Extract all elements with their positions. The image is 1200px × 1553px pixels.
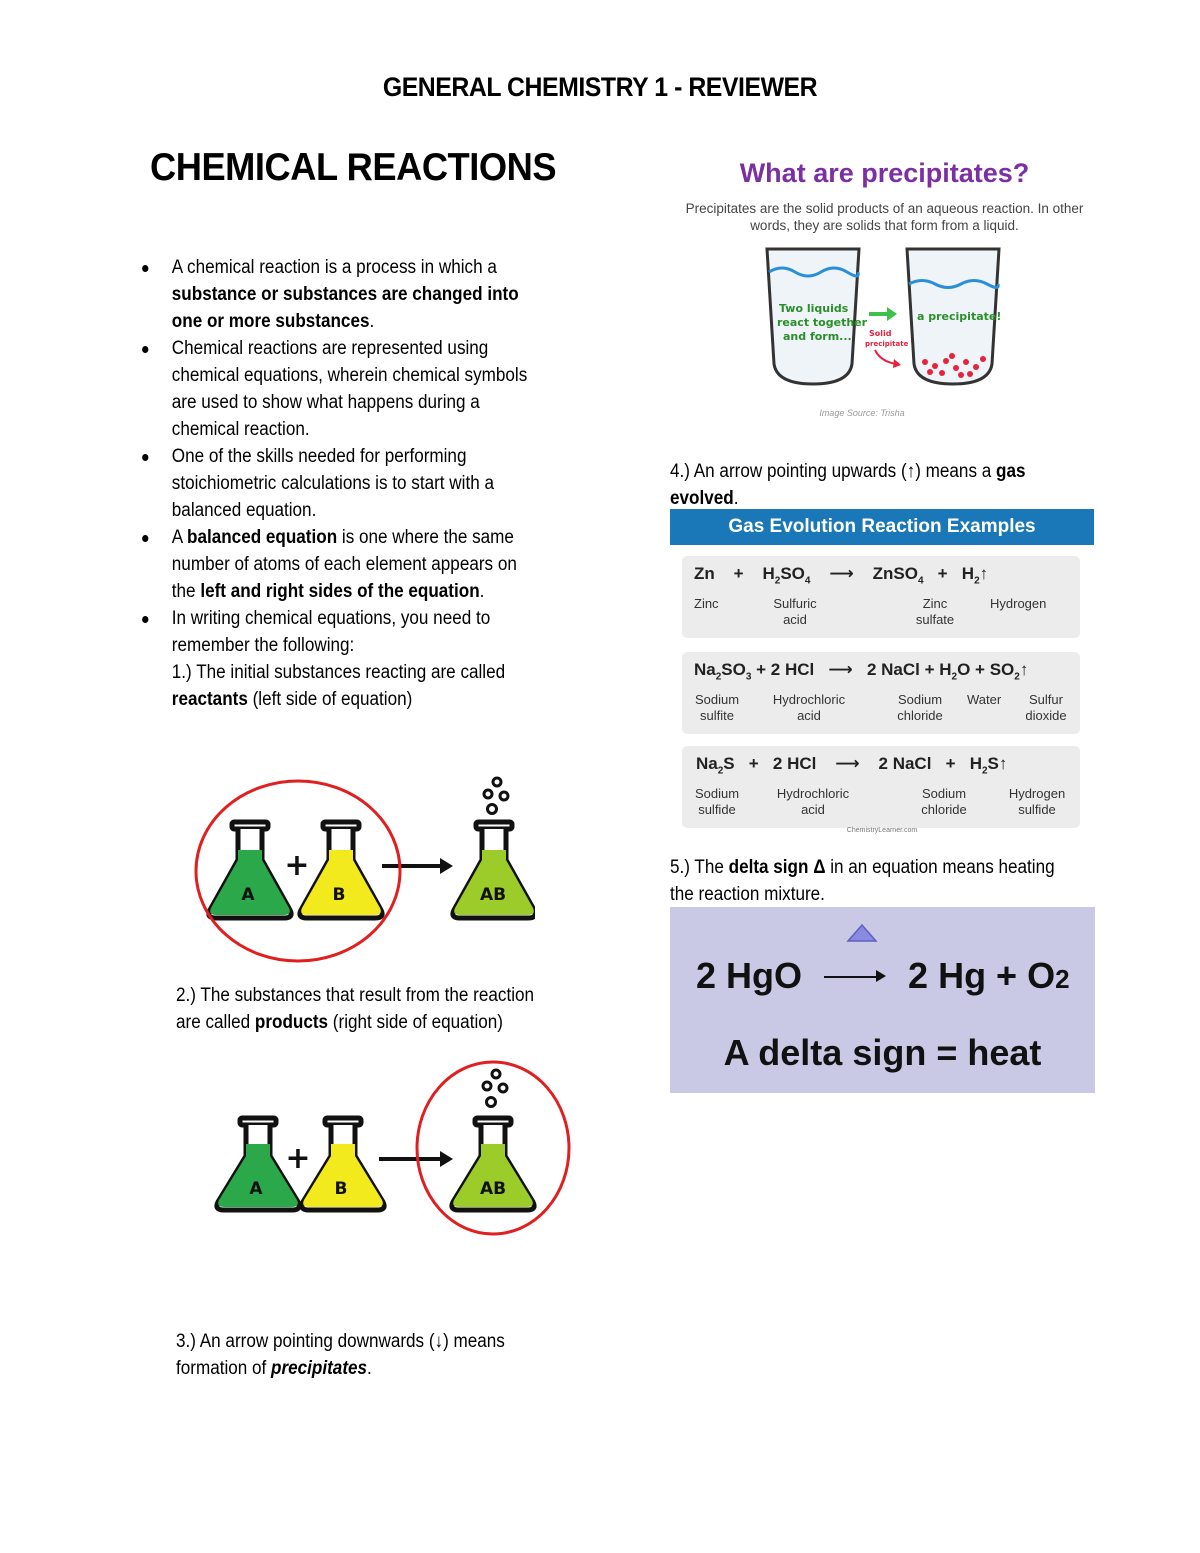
- flask-b-label: B: [334, 1179, 348, 1199]
- flask-ab-label: AB: [479, 885, 507, 905]
- list-item: In writing chemical equations, you need to remember the following: 1.) The initial substances reacting are called reactants (left side of equation): [134, 605, 535, 713]
- list-item: One of the skills needed for performing stoichiometric calculations is to start with a balanced equation.: [134, 443, 535, 524]
- equation: $Na_2S + 2$ HCl ⟶ 2 NaCl + $H_2S↑$: [696, 754, 1008, 777]
- delta-panel: [670, 907, 1095, 1093]
- precipitates-title: What are precipitates?: [739, 158, 1030, 188]
- flask-a-label: A: [249, 1179, 263, 1199]
- svg-text:and form...: and form...: [783, 330, 852, 343]
- table-row: $Na_2SO_3 + 2$ HCl ⟶ 2 NaCl + $H_2O$ + $SO_2↑$ Sodium sulfite Hydrochloric acid Sodium chloride Water Sulfur dioxide: [682, 652, 1080, 734]
- flask-b-icon: [302, 1118, 384, 1210]
- bullet-icon: [142, 346, 148, 353]
- green-arrow-icon: [869, 307, 897, 321]
- delta-equation: 2 HgO 2 Hg + O2: [696, 955, 1070, 996]
- flask-a-icon: [209, 822, 291, 918]
- table-row: Zn + $H_2SO_4$ ⟶ ZnSO$_4$ + $H_2↑$ Zinc Sulfuric acid Zinc sulfate Hydrogen: [682, 556, 1080, 638]
- products-diagram: [212, 1060, 572, 1240]
- delta-triangle-icon: [846, 923, 878, 943]
- flask-ab-label: AB: [479, 1179, 507, 1199]
- bullet-icon: [142, 616, 148, 623]
- plus-sign: +: [285, 1141, 311, 1176]
- document-title: GENERAL CHEMISTRY 1 - REVIEWER: [382, 72, 818, 102]
- svg-text:react together: react together: [777, 316, 868, 329]
- flask-ab-icon: [453, 778, 535, 918]
- table-row: $Na_2S + 2$ HCl ⟶ 2 NaCl + $H_2S↑$ Sodium sulfide Hydrochloric acid Sodium chloride Hydrogen sulfide: [682, 746, 1080, 828]
- flask-ab-icon: [452, 1070, 534, 1210]
- flask-b-label: B: [332, 885, 346, 905]
- bullet-list: [134, 254, 535, 713]
- glasses-illustration: [757, 244, 1017, 394]
- svg-text:precipitate: precipitate: [865, 340, 909, 348]
- note-delta: 5.) The delta sign Δ in an equation means heating the reaction mixture.: [670, 857, 1055, 905]
- left-glass-label: Two liquids: [779, 302, 849, 315]
- list-item: Chemical reactions are represented using chemical equations, wherein chemical symbols are used to show what happens during a chemical reaction.: [134, 335, 535, 443]
- plus-sign: +: [284, 848, 310, 883]
- list-item: A chemical reaction is a process in which a substance or substances are changed into one or more substances.: [134, 254, 535, 335]
- right-glass-label: a precipitate!: [917, 310, 1002, 323]
- svg-text:Solid: Solid: [869, 329, 892, 338]
- equation: $Na_2SO_3 + 2$ HCl ⟶ 2 NaCl + $H_2O$ + $SO_2↑$: [694, 660, 1029, 683]
- table-header: Gas Evolution Reaction Examples: [670, 509, 1094, 545]
- bullet-icon: [142, 535, 148, 542]
- gas-evolution-table: [670, 509, 1094, 839]
- note-gas: 4.) An arrow pointing upwards (↑) means a gas evolved.: [670, 461, 1026, 509]
- precipitates-figure: [672, 150, 1097, 430]
- bullet-icon: [142, 454, 148, 461]
- equation: Zn + $H_2SO_4$ ⟶ ZnSO$_4$ + $H_2↑$: [694, 564, 989, 587]
- arrow-icon: [382, 858, 453, 874]
- delta-caption: A delta sign = heat: [723, 1032, 1042, 1073]
- image-credit: ChemistryLearner.com: [846, 827, 918, 834]
- note-products: 2.) The substances that result from the reaction are called products (right side of equation): [176, 985, 535, 1033]
- list-item: A balanced equation is one where the same number of atoms of each element appears on the left and right sides of the equation.: [134, 524, 535, 605]
- precipitates-description: Precipitates are the solid products of an aqueous reaction. In other words, they are solids that form from a liquid.: [685, 201, 1084, 233]
- note-precipitates: 3.) An arrow pointing downwards (↓) means formation of precipitates.: [176, 1331, 505, 1379]
- flask-b-icon: [300, 822, 382, 918]
- reactants-diagram: [190, 770, 535, 980]
- section-heading: CHEMICAL REACTIONS: [150, 146, 557, 189]
- image-source: Image Source: Trisha: [819, 408, 905, 418]
- bullet-icon: [142, 265, 148, 272]
- flask-a-label: A: [241, 885, 255, 905]
